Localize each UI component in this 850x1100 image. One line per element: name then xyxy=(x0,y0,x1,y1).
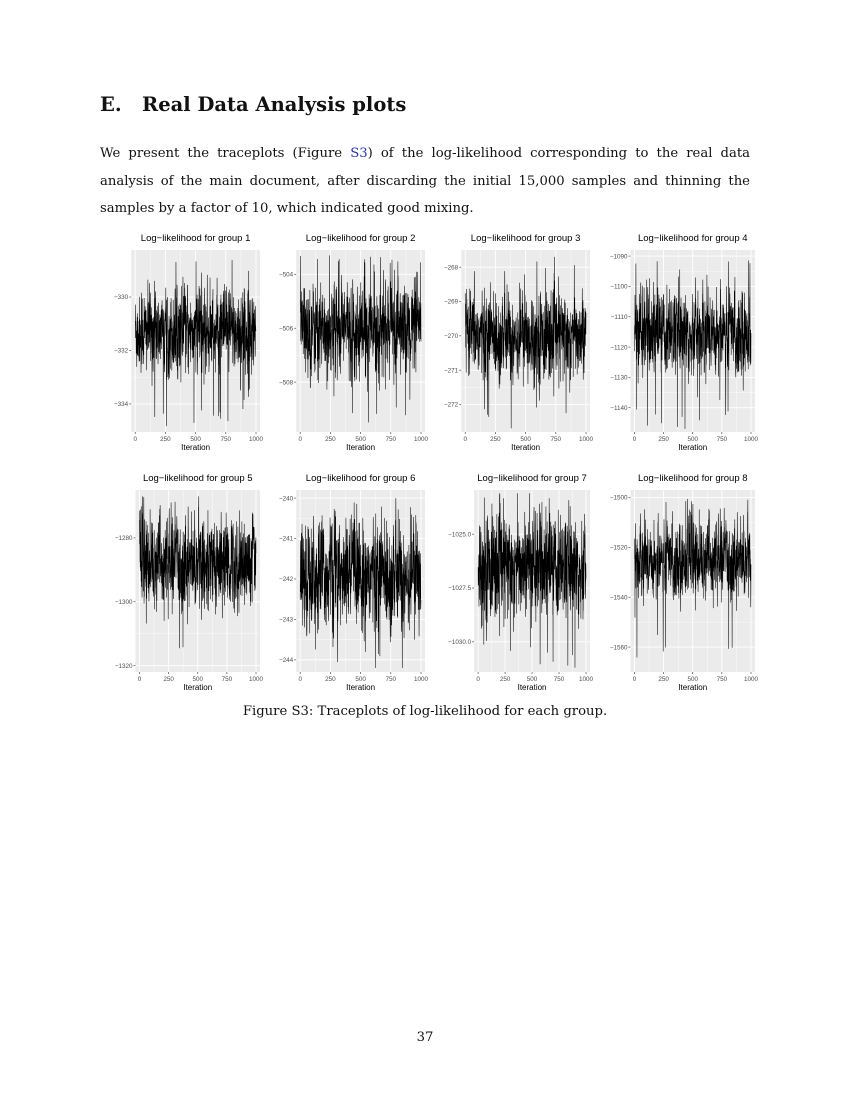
x-tick-label: 500 xyxy=(355,436,366,443)
figure-caption: Figure S3: Traceplots of log-likelihood for each group. xyxy=(242,704,608,719)
plot-title: Log−likelihood for group 7 xyxy=(477,473,587,484)
paragraph-text: ) of the log-likelihood corresponding to the real data analysis of the main document, after discarding the initial 15,000 samples and thinning the samples by a factor of 10, which indicated good mixing. xyxy=(100,146,750,216)
x-tick-label: 500 xyxy=(190,436,201,443)
y-tick-label: −1030.0 xyxy=(448,639,472,647)
x-tick-label: 1000 xyxy=(413,436,429,443)
x-axis-label: Iteration xyxy=(678,683,708,692)
y-tick-label: −1540 xyxy=(609,594,628,602)
y-tick-label: −1027.5 xyxy=(448,585,472,593)
x-tick-label: 1000 xyxy=(413,676,429,683)
section-number: E. xyxy=(100,93,122,116)
x-axis-label: Iteration xyxy=(511,443,541,452)
traceplot-group-1 xyxy=(100,228,265,458)
section-heading xyxy=(100,93,406,116)
plot-title: Log−likelihood for group 2 xyxy=(305,233,416,244)
x-tick-label: 0 xyxy=(463,436,467,443)
section-title: Real Data Analysis plots xyxy=(142,93,407,116)
y-tick-label: −1560 xyxy=(609,644,628,652)
traceplot-group-6 xyxy=(265,468,430,698)
x-tick-label: 0 xyxy=(133,436,137,443)
y-tick-label: −268 xyxy=(444,264,459,272)
x-tick-label: 1000 xyxy=(248,436,264,443)
x-tick-label: 750 xyxy=(385,676,397,683)
plot-title: Log−likelihood for group 3 xyxy=(470,233,581,244)
traceplot-svg xyxy=(595,228,760,458)
y-tick-label: −271 xyxy=(444,367,459,375)
x-tick-label: 750 xyxy=(220,436,232,443)
y-tick-label: −241 xyxy=(279,535,294,543)
x-axis-label: Iteration xyxy=(517,683,547,692)
figure-ref-link[interactable]: S3 xyxy=(350,146,368,161)
x-tick-label: 500 xyxy=(355,676,366,683)
traceplot-svg xyxy=(595,468,760,698)
y-tick-label: −334 xyxy=(114,401,129,409)
y-tick-label: −1110 xyxy=(610,313,628,321)
y-tick-label: −1025.0 xyxy=(448,531,472,539)
body-paragraph xyxy=(100,140,750,223)
y-tick-label: −1120 xyxy=(610,344,628,352)
y-tick-label: −332 xyxy=(114,347,129,355)
x-tick-label: 1000 xyxy=(248,676,264,683)
traceplot-group-8 xyxy=(595,468,760,698)
y-tick-label: −1300 xyxy=(114,598,133,606)
y-tick-label: −269 xyxy=(444,298,459,306)
x-axis-label: Iteration xyxy=(181,443,211,452)
y-tick-label: −506 xyxy=(279,325,294,333)
x-tick-label: 1000 xyxy=(578,436,594,443)
traceplot-group-3 xyxy=(430,228,595,458)
y-tick-label: −330 xyxy=(114,294,129,302)
traceplot-svg xyxy=(265,228,430,458)
y-tick-label: −504 xyxy=(279,271,294,279)
x-tick-label: 250 xyxy=(658,436,669,443)
paragraph-text: We present the traceplots (Figure xyxy=(100,146,351,161)
y-tick-label: −1280 xyxy=(114,535,133,543)
y-tick-label: −1130 xyxy=(610,374,628,382)
x-tick-label: 500 xyxy=(687,436,699,443)
traceplot-svg xyxy=(100,468,265,698)
x-tick-label: 0 xyxy=(632,676,637,683)
x-tick-label: 250 xyxy=(490,436,501,443)
traceplot-group-2 xyxy=(265,228,430,458)
y-tick-label: −1320 xyxy=(114,662,133,670)
plot-title: Log−likelihood for group 6 xyxy=(305,473,416,484)
x-tick-label: 500 xyxy=(687,676,699,683)
x-tick-label: 750 xyxy=(716,436,728,443)
x-tick-label: 750 xyxy=(385,436,397,443)
x-tick-label: 500 xyxy=(526,676,538,683)
x-tick-label: 250 xyxy=(658,676,669,683)
traceplot-svg xyxy=(430,468,595,698)
x-tick-label: 250 xyxy=(325,676,336,683)
x-tick-label: 0 xyxy=(298,436,302,443)
x-axis-label: Iteration xyxy=(346,683,376,692)
x-tick-label: 500 xyxy=(192,676,204,683)
page-number: 37 xyxy=(416,1030,434,1045)
plot-title: Log−likelihood for group 8 xyxy=(637,473,748,484)
x-tick-label: 250 xyxy=(163,676,174,683)
x-axis-label: Iteration xyxy=(183,683,213,692)
y-tick-label: −270 xyxy=(444,333,459,341)
y-tick-label: −240 xyxy=(279,495,294,503)
x-tick-label: 750 xyxy=(221,676,233,683)
x-tick-label: 1000 xyxy=(578,676,594,683)
traceplot-svg xyxy=(430,228,595,458)
x-tick-label: 500 xyxy=(520,436,531,443)
y-tick-label: −1500 xyxy=(609,494,628,502)
y-tick-label: −242 xyxy=(279,576,294,584)
y-tick-label: −1090 xyxy=(609,253,628,261)
x-tick-label: 0 xyxy=(137,676,142,683)
x-tick-label: 750 xyxy=(550,436,562,443)
x-tick-label: 1000 xyxy=(743,436,759,443)
x-tick-label: 0 xyxy=(632,436,637,443)
x-tick-label: 750 xyxy=(716,676,728,683)
x-tick-label: 0 xyxy=(476,676,480,683)
traceplot-group-7 xyxy=(430,468,595,698)
y-tick-label: −1520 xyxy=(609,544,628,552)
x-axis-label: Iteration xyxy=(678,443,708,452)
traceplot-group-4 xyxy=(595,228,760,458)
x-tick-label: 250 xyxy=(325,436,336,443)
traceplot-group-5 xyxy=(100,468,265,698)
x-tick-label: 1000 xyxy=(743,676,759,683)
y-tick-label: −508 xyxy=(279,379,294,387)
y-tick-label: −1140 xyxy=(610,404,628,412)
x-axis-label: Iteration xyxy=(346,443,376,452)
y-tick-label: −1100 xyxy=(610,283,628,291)
traceplot-svg xyxy=(100,228,265,458)
x-tick-label: 750 xyxy=(553,676,565,683)
traceplot-svg xyxy=(265,468,430,698)
plot-title: Log−likelihood for group 1 xyxy=(140,233,251,244)
x-tick-label: 0 xyxy=(298,676,302,683)
y-tick-label: −272 xyxy=(444,401,459,409)
plot-title: Log−likelihood for group 5 xyxy=(142,473,253,484)
plot-title: Log−likelihood for group 4 xyxy=(637,233,748,244)
x-tick-label: 250 xyxy=(160,436,171,443)
y-tick-label: −243 xyxy=(279,616,294,624)
x-tick-label: 250 xyxy=(499,676,511,683)
y-tick-label: −244 xyxy=(279,657,294,665)
